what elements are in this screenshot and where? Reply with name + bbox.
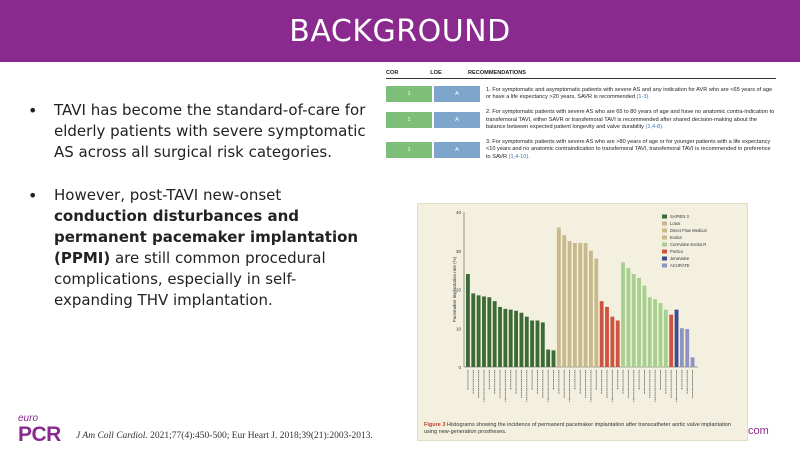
cor-cell: 1 bbox=[386, 142, 432, 158]
legend-label: Portico bbox=[670, 249, 684, 254]
bar bbox=[493, 301, 497, 367]
legend-swatch bbox=[662, 250, 667, 254]
bullet-text-post: are still common procedural complications, especially in self-expanding THV implantation. bbox=[54, 249, 326, 309]
header-recommendations: RECOMMENDATIONS bbox=[468, 70, 527, 76]
legend-swatch bbox=[662, 229, 667, 233]
bar bbox=[648, 297, 652, 367]
rec-ref: (1,4-8). bbox=[645, 124, 664, 130]
header-loe: LOE bbox=[430, 70, 442, 76]
bar bbox=[680, 328, 684, 367]
bullet-text-bold: conduction disturbances and permanent pacemaker implantation (PPMI) bbox=[54, 207, 359, 267]
bar bbox=[487, 297, 491, 367]
bar bbox=[616, 321, 620, 368]
y-tick-label: 0 bbox=[458, 365, 461, 370]
loe-cell: A bbox=[434, 112, 480, 128]
bar bbox=[653, 299, 657, 367]
bar bbox=[536, 321, 540, 368]
legend-label: Evolut bbox=[670, 235, 682, 240]
bar bbox=[643, 286, 647, 367]
bullet-item bbox=[28, 185, 368, 311]
rec-text: 3. For symptomatic patients with severe AS who are >80 years of age or for younger patients with a life expectancy <10 years and no anatomic contraindication to transfemoral TAVI, transfemoral TAVI is recommended in preference to SAVR bbox=[486, 138, 771, 160]
recommendation-text bbox=[480, 87, 776, 102]
loe-cell: A bbox=[434, 142, 480, 158]
legend-label: ACURATE bbox=[670, 263, 690, 268]
bar bbox=[552, 350, 556, 367]
bar bbox=[568, 241, 572, 367]
rec-text: 1. For symptomatic and asymptomatic patients with severe AS and any indication for AVR who are <65 years of age or have a life expectancy >20 years, SAVR is recommended bbox=[486, 86, 773, 100]
table-row bbox=[386, 86, 776, 102]
bar bbox=[482, 296, 486, 367]
legend-swatch bbox=[662, 236, 667, 240]
y-tick-label: 20 bbox=[455, 287, 461, 293]
rec-text: 2. For symptomatic patients with severe AS who are 65 to 80 years of age and have no anatomic contra-indication to transfemoral TAVI, either SAVR or transfemoral TAVI is recommended after shared decision-making about the balance between expected patient longevity and valve durability bbox=[486, 109, 775, 130]
header-cor: COR bbox=[386, 70, 399, 76]
caption-text: Histograms showing the incidence of permanent pacemaker implantation after transcatheter aortic valve implantation using new-generation prostheses. bbox=[424, 422, 731, 435]
bar bbox=[509, 310, 513, 367]
bar bbox=[637, 278, 641, 367]
bullet-text-pre: However, post-TAVI new-onset bbox=[54, 186, 282, 204]
y-tick-label: 30 bbox=[455, 248, 461, 254]
bar bbox=[669, 315, 673, 367]
com-text: com bbox=[748, 425, 769, 437]
logo-pcr: PCR bbox=[18, 423, 61, 446]
bar bbox=[471, 293, 475, 367]
y-tick-label: 10 bbox=[455, 326, 461, 332]
bar bbox=[530, 321, 534, 368]
bar bbox=[562, 235, 566, 367]
pacemaker-chart bbox=[417, 203, 748, 441]
bar bbox=[498, 307, 502, 367]
bar bbox=[573, 243, 577, 367]
bar bbox=[477, 295, 481, 367]
europcr-logo bbox=[18, 414, 61, 446]
bar bbox=[466, 274, 470, 367]
cor-cell: 1 bbox=[386, 86, 432, 102]
bar bbox=[546, 350, 550, 367]
bar bbox=[578, 243, 582, 367]
bar bbox=[519, 313, 523, 367]
bar bbox=[685, 329, 689, 367]
bar bbox=[610, 317, 614, 367]
bullet-dot-icon: • bbox=[28, 186, 38, 205]
citation-rest: 2021;77(4):450-500; Eur Heart J. 2018;39(21):2003-2013. bbox=[147, 431, 373, 441]
citation-journal: J Am Coll Cardiol. bbox=[76, 431, 148, 441]
bar bbox=[605, 307, 609, 367]
legend-swatch bbox=[662, 264, 667, 268]
bar bbox=[514, 311, 518, 367]
chart-caption bbox=[424, 422, 742, 436]
bar bbox=[584, 243, 588, 367]
chart-svg bbox=[418, 204, 747, 420]
citation bbox=[76, 431, 373, 441]
bar bbox=[621, 262, 625, 367]
loe-cell: A bbox=[434, 86, 480, 102]
recommendation-text bbox=[480, 109, 776, 132]
caption-label: Figure 3 bbox=[424, 422, 446, 428]
bullet-dot-icon: • bbox=[28, 101, 38, 120]
legend-swatch bbox=[662, 222, 667, 226]
legend-swatch bbox=[662, 257, 667, 261]
bullet-text bbox=[54, 185, 368, 311]
bar bbox=[632, 274, 636, 367]
page-title: BACKGROUND bbox=[289, 13, 511, 49]
bullet-text: TAVI has become the standard-of-care for elderly patients with severe symptomatic AS across all surgical risk categories. bbox=[54, 101, 366, 161]
bar bbox=[525, 317, 529, 367]
bar bbox=[659, 303, 663, 367]
bar bbox=[503, 309, 507, 367]
legend-swatch bbox=[662, 243, 667, 247]
legend-label: Lotus bbox=[670, 221, 681, 226]
rec-ref: (1,4-10). bbox=[508, 153, 530, 160]
bar bbox=[691, 357, 695, 367]
legend-label: Direct Flow Medical bbox=[670, 228, 707, 233]
legend-swatch bbox=[662, 215, 667, 219]
bullet-list bbox=[28, 100, 368, 333]
cor-cell: 1 bbox=[386, 112, 432, 128]
table-header bbox=[386, 70, 776, 79]
bar bbox=[589, 251, 593, 367]
bar bbox=[594, 259, 598, 368]
table-row bbox=[386, 139, 776, 162]
bar bbox=[626, 268, 630, 367]
rec-ref: (1-3). bbox=[636, 94, 650, 100]
bar bbox=[541, 322, 545, 367]
bar bbox=[557, 228, 561, 368]
legend-label: CoreValve Evolut R bbox=[670, 242, 707, 247]
recommendation-text bbox=[480, 139, 776, 162]
bar bbox=[600, 301, 604, 367]
bar bbox=[664, 310, 668, 367]
header-banner bbox=[0, 0, 800, 62]
logo-euro: euro bbox=[18, 413, 39, 424]
y-axis-label: Pacemaker implantation rate (%) bbox=[452, 256, 457, 323]
table-row bbox=[386, 109, 776, 132]
legend-label: SAPIEN 3 bbox=[670, 214, 689, 219]
legend-label: JenaValve bbox=[670, 256, 690, 261]
recommendations-table bbox=[386, 70, 776, 190]
bar bbox=[675, 310, 679, 367]
bullet-item bbox=[28, 100, 368, 163]
y-tick-label: 40 bbox=[455, 210, 461, 215]
